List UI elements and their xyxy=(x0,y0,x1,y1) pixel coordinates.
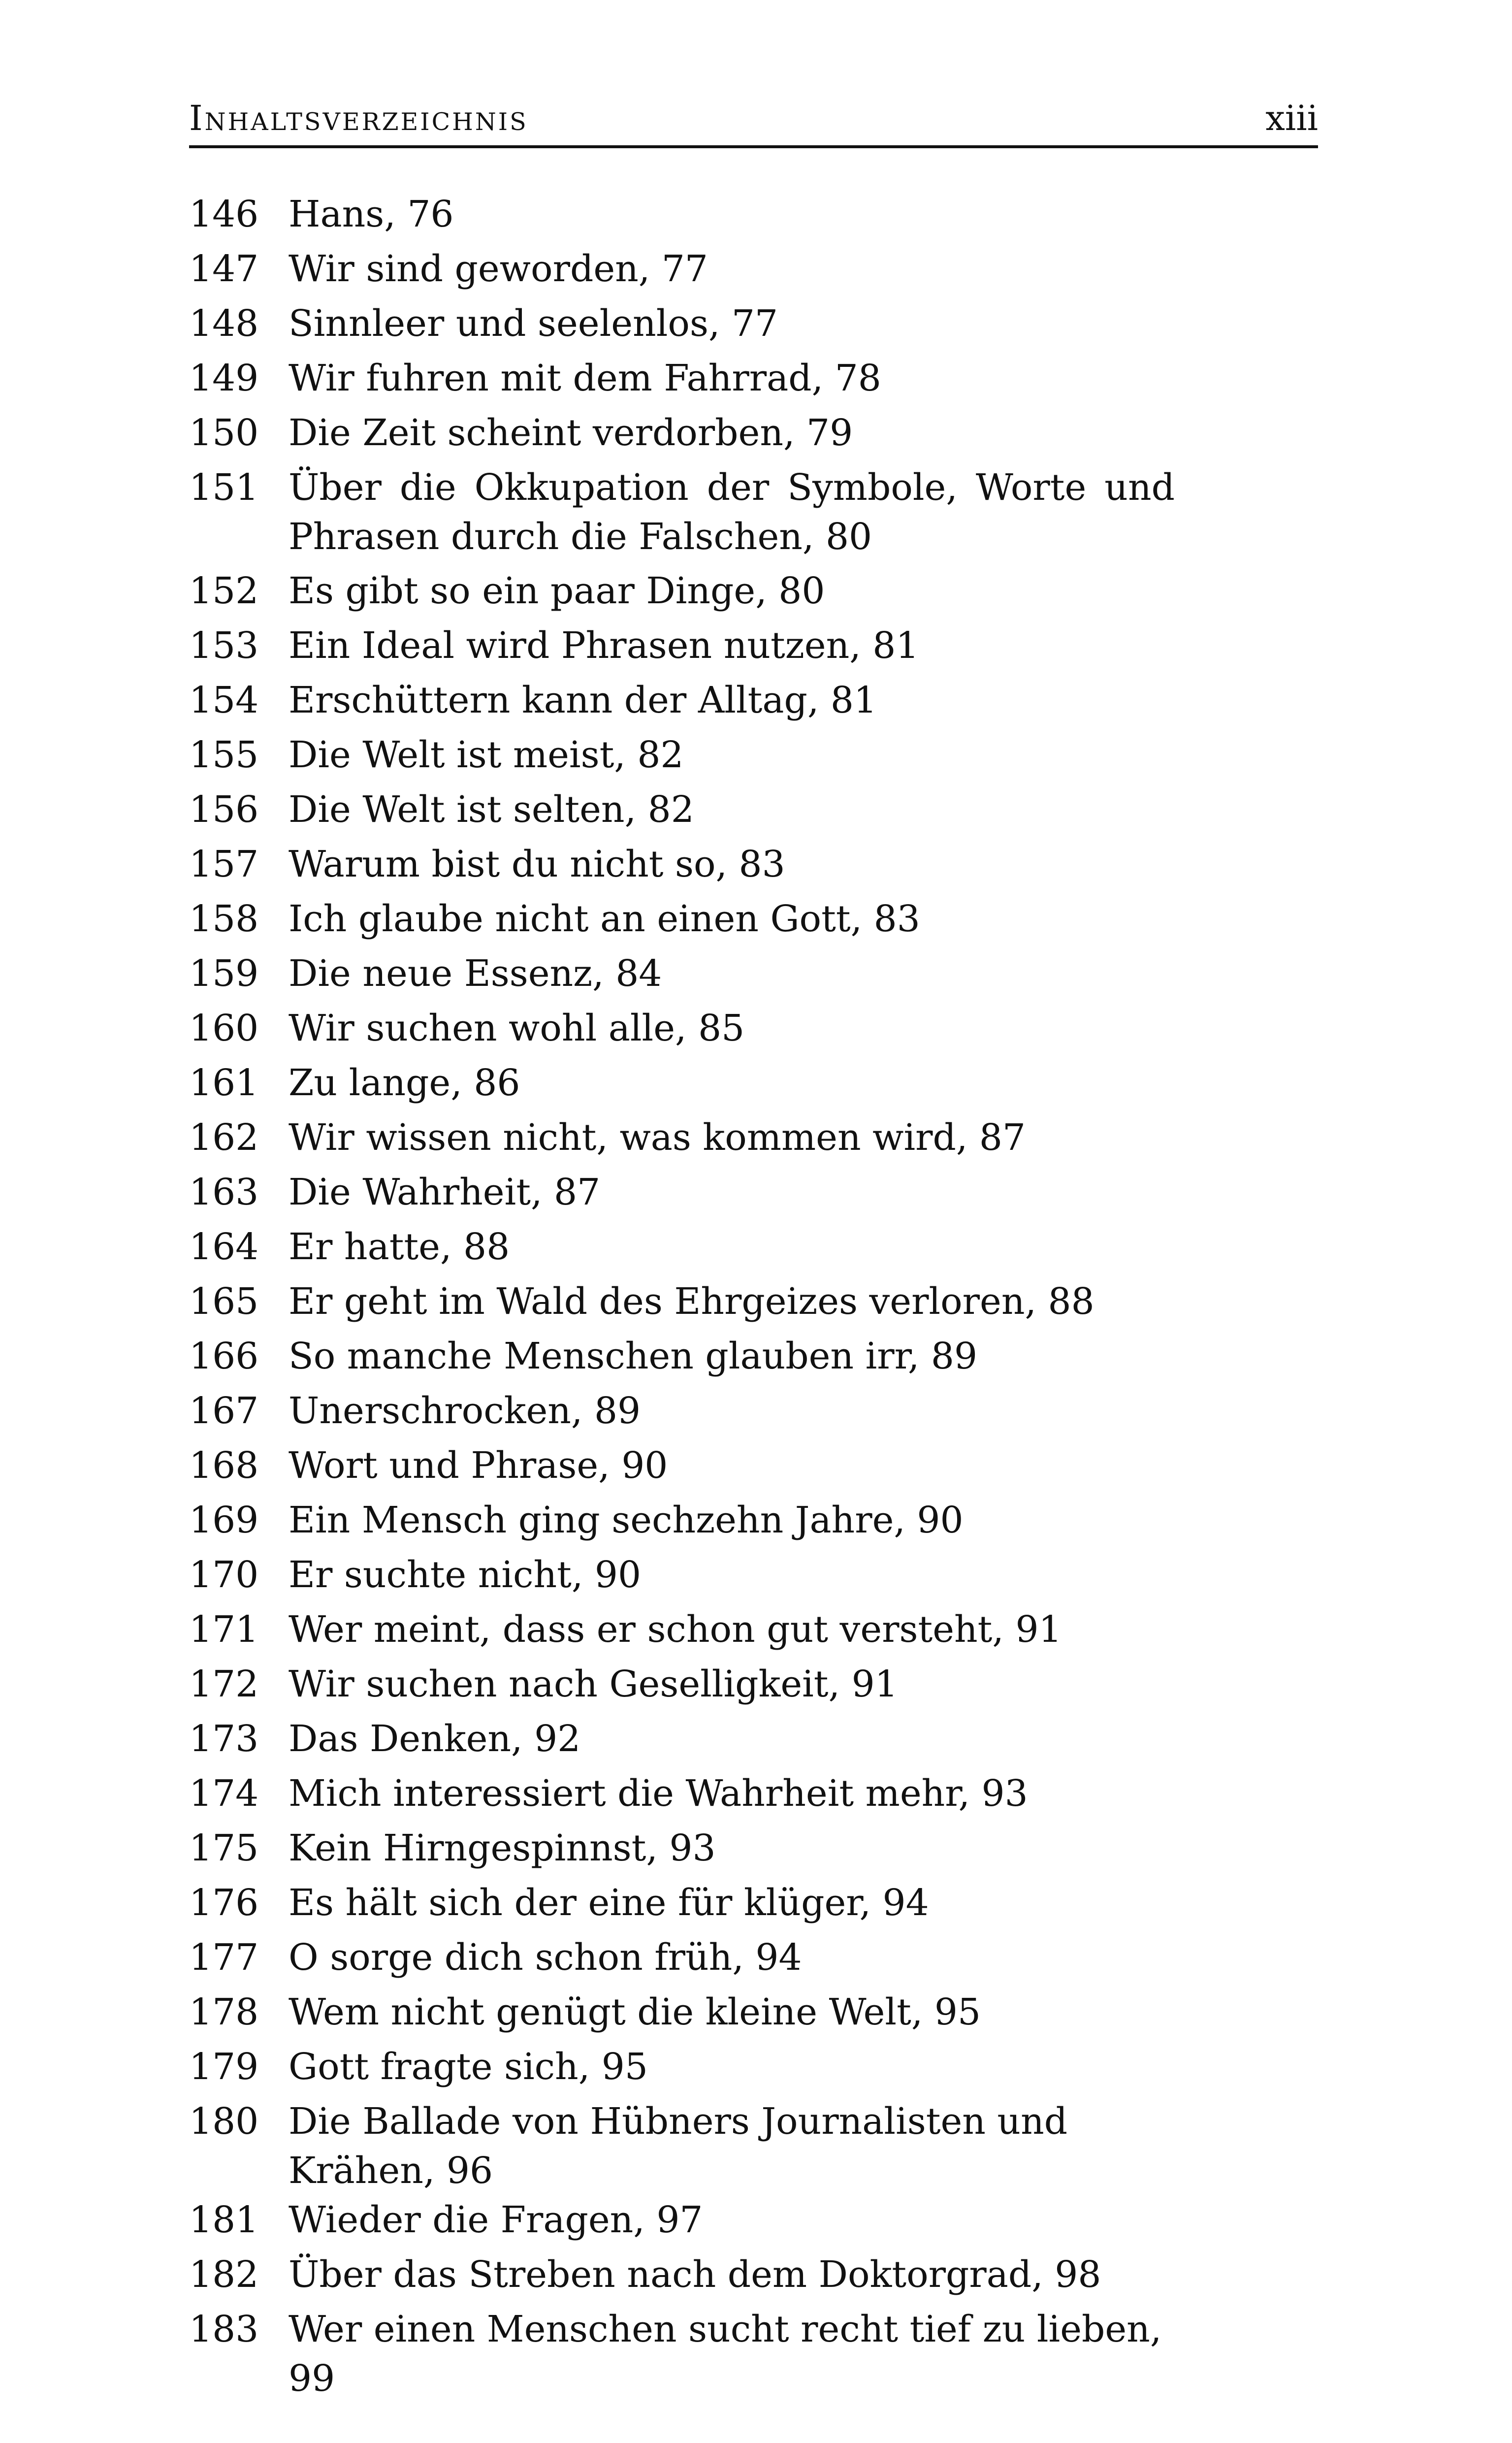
toc-entry-title: Es gibt so ein paar Dinge, 80 xyxy=(289,570,825,612)
toc-entry-number: 161 xyxy=(189,1062,259,1104)
toc-entry xyxy=(189,2042,1318,2097)
toc-entry-number: 171 xyxy=(189,1608,259,1651)
toc-entry xyxy=(189,566,1318,621)
toc-entry-title: Wir fuhren mit dem Fahrrad, 78 xyxy=(289,357,881,399)
toc-entry-number: 173 xyxy=(189,1718,259,1760)
toc-entry xyxy=(189,1660,1318,1714)
toc-entry-number: 175 xyxy=(189,1827,259,1869)
toc-entry-title: Wem nicht genügt die kleine Welt, 95 xyxy=(289,1991,981,2033)
toc-entry xyxy=(189,1058,1318,1113)
toc-entry xyxy=(189,1277,1318,1332)
toc-entry-number: 149 xyxy=(189,357,259,399)
toc-entry-number: 179 xyxy=(189,2046,259,2088)
toc-entry xyxy=(189,730,1318,785)
toc-entry-number: 180 xyxy=(189,2100,259,2143)
toc-entry xyxy=(189,190,1318,244)
toc-entry-title: Die Zeit scheint verdorben, 79 xyxy=(289,412,853,454)
toc-entry-title: Mich interessiert die Wahrheit mehr, 93 xyxy=(289,1772,1028,1815)
toc-entry-title: Wer meint, dass er schon gut versteht, 91 xyxy=(289,1608,1062,1651)
toc-entry-number: 162 xyxy=(189,1116,259,1159)
toc-entry-number: 169 xyxy=(189,1499,259,1541)
toc-entry xyxy=(189,2250,1318,2305)
toc-entry xyxy=(189,408,1318,463)
table-of-contents xyxy=(189,190,1318,2403)
toc-entry-number: 152 xyxy=(189,570,259,612)
toc-entry-title: Ein Ideal wird Phrasen nutzen, 81 xyxy=(289,624,919,667)
toc-entry-title: Gott fragte sich, 95 xyxy=(289,2046,648,2088)
toc-entry xyxy=(189,1987,1318,2042)
toc-entry-number: 176 xyxy=(189,1882,259,1924)
toc-entry-title: Das Denken, 92 xyxy=(289,1718,581,1760)
toc-entry-number: 148 xyxy=(189,302,259,345)
toc-entry-title: Die neue Essenz, 84 xyxy=(289,952,662,995)
toc-entry xyxy=(189,621,1318,676)
toc-entry-number: 174 xyxy=(189,1772,259,1815)
toc-entry xyxy=(189,1714,1318,1769)
toc-entry-title: Sinnleer und seelenlos, 77 xyxy=(289,302,778,345)
toc-entry xyxy=(189,1441,1318,1496)
toc-entry-title: O sorge dich schon früh, 94 xyxy=(289,1936,802,1979)
toc-entry-title: Wir wissen nicht, was kommen wird, 87 xyxy=(289,1116,1026,1159)
toc-entry-title: Unerschrocken, 89 xyxy=(289,1390,641,1432)
toc-entry-number: 166 xyxy=(189,1335,259,1377)
toc-entry-number: 182 xyxy=(189,2253,259,2296)
toc-entry xyxy=(189,1824,1318,1878)
toc-entry-title: Wieder die Fragen, 97 xyxy=(289,2199,703,2241)
toc-entry-number: 177 xyxy=(189,1936,259,1979)
toc-entry xyxy=(189,2097,1318,2195)
toc-entry-number: 167 xyxy=(189,1390,259,1432)
toc-entry xyxy=(189,2195,1318,2250)
toc-entry-number: 159 xyxy=(189,952,259,995)
toc-entry xyxy=(189,354,1318,408)
toc-entry xyxy=(189,463,1318,566)
toc-entry-number: 160 xyxy=(189,1007,259,1049)
toc-entry-number: 156 xyxy=(189,788,259,831)
running-head xyxy=(189,96,1318,148)
toc-entry-number: 181 xyxy=(189,2199,259,2241)
toc-entry-number: 170 xyxy=(189,1554,259,1596)
toc-entry-number: 168 xyxy=(189,1444,259,1487)
toc-entry-title: Die Welt ist selten, 82 xyxy=(289,788,694,831)
toc-entry-title: Ich glaube nicht an einen Gott, 83 xyxy=(289,898,920,940)
toc-entry-title: Hans, 76 xyxy=(289,193,454,235)
toc-entry-title: Über die Okkupation der Symbole, Worte und Phrasen durch die Falschen, 80 xyxy=(289,466,1175,558)
toc-entry-title: Über das Streben nach dem Doktorgrad, 98 xyxy=(289,2253,1101,2296)
toc-entry-number: 157 xyxy=(189,843,259,885)
toc-entry-number: 164 xyxy=(189,1226,259,1268)
toc-entry-number: 146 xyxy=(189,193,259,235)
toc-entry xyxy=(189,1933,1318,1987)
toc-entry xyxy=(189,2305,1318,2403)
toc-entry-title: Die Welt ist meist, 82 xyxy=(289,734,684,776)
toc-entry xyxy=(189,299,1318,354)
toc-entry-title: Die Ballade von Hübners Journalisten und Krähen, 96 xyxy=(289,2100,1068,2192)
toc-entry-title: Er hatte, 88 xyxy=(289,1226,510,1268)
toc-entry xyxy=(189,1496,1318,1550)
running-title: Inhaltsverzeichnis xyxy=(189,98,528,138)
toc-entry-title: Kein Hirngespinnst, 93 xyxy=(289,1827,716,1869)
toc-entry-number: 183 xyxy=(189,2308,259,2350)
toc-entry xyxy=(189,244,1318,299)
toc-entry xyxy=(189,1878,1318,1933)
toc-entry xyxy=(189,1222,1318,1277)
toc-entry-title: Ein Mensch ging sechzehn Jahre, 90 xyxy=(289,1499,964,1541)
toc-entry xyxy=(189,1113,1318,1168)
toc-entry xyxy=(189,894,1318,949)
toc-entry-number: 163 xyxy=(189,1171,259,1213)
toc-entry-title: Die Wahrheit, 87 xyxy=(289,1171,601,1213)
toc-entry-number: 165 xyxy=(189,1280,259,1323)
toc-entry-number: 158 xyxy=(189,898,259,940)
toc-entry-title: Wer einen Menschen sucht recht tief zu lieben, 99 xyxy=(289,2308,1162,2400)
toc-entry xyxy=(189,785,1318,840)
toc-entry-title: Erschüttern kann der Alltag, 81 xyxy=(289,679,877,721)
toc-entry-title: Wort und Phrase, 90 xyxy=(289,1444,668,1487)
toc-entry-number: 178 xyxy=(189,1991,259,2033)
toc-entry-title: Er geht im Wald des Ehrgeizes verloren, 88 xyxy=(289,1280,1094,1323)
toc-entry-title: Wir suchen nach Geselligkeit, 91 xyxy=(289,1663,898,1705)
toc-entry-number: 155 xyxy=(189,734,259,776)
toc-entry-title: Warum bist du nicht so, 83 xyxy=(289,843,785,885)
toc-entry-number: 150 xyxy=(189,412,259,454)
toc-entry xyxy=(189,1550,1318,1605)
toc-entry-title: Zu lange, 86 xyxy=(289,1062,520,1104)
toc-entry-number: 147 xyxy=(189,248,259,290)
toc-entry xyxy=(189,1004,1318,1058)
toc-entry xyxy=(189,949,1318,1004)
page-number: xiii xyxy=(1265,98,1318,138)
toc-entry-title: Wir sind geworden, 77 xyxy=(289,248,708,290)
toc-entry xyxy=(189,1386,1318,1441)
toc-entry-title: Er suchte nicht, 90 xyxy=(289,1554,642,1596)
toc-entry-number: 154 xyxy=(189,679,259,721)
toc-entry-number: 151 xyxy=(189,466,259,509)
toc-entry-number: 153 xyxy=(189,624,259,667)
toc-entry-title: So manche Menschen glauben irr, 89 xyxy=(289,1335,978,1377)
toc-entry xyxy=(189,1332,1318,1386)
toc-entry-title: Wir suchen wohl alle, 85 xyxy=(289,1007,745,1049)
toc-entry xyxy=(189,676,1318,730)
toc-entry-number: 172 xyxy=(189,1663,259,1705)
toc-entry xyxy=(189,840,1318,894)
toc-entry xyxy=(189,1605,1318,1660)
toc-entry-title: Es hält sich der eine für klüger, 94 xyxy=(289,1882,929,1924)
toc-entry xyxy=(189,1769,1318,1824)
toc-entry xyxy=(189,1168,1318,1222)
